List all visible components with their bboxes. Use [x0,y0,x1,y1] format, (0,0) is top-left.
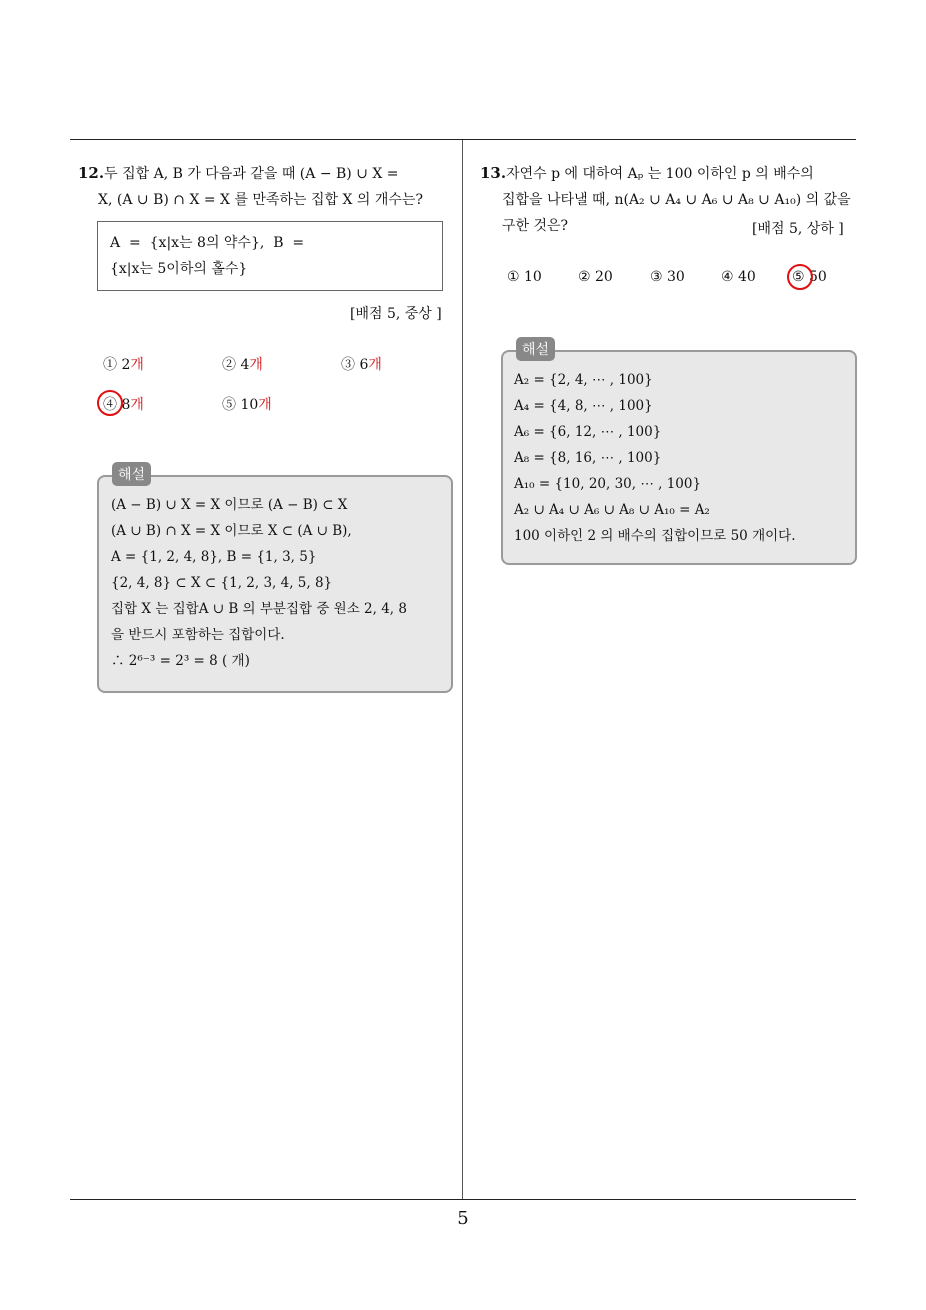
choice-number: ⑤ [792,269,805,285]
explanation-line: 을 반드시 포함하는 집합이다. [111,627,285,643]
choice-unit: 개 [249,357,263,373]
explanation-line: A₆ = {6, 12, ⋯ , 100} [514,424,662,440]
explanation-tag: 해설 [516,337,555,361]
choice-1[interactable] [103,354,144,374]
choice-unit: 개 [258,397,272,413]
choice-unit: 개 [130,397,144,413]
explanation-line: A₂ ∪ A₄ ∪ A₆ ∪ A₈ ∪ A₁₀ = A₂ [514,502,710,518]
choice-value: 8 [121,397,131,413]
choice-value: 4 [240,357,250,373]
selected-answer-circle [97,390,123,416]
choice-4[interactable] [721,269,756,285]
explanation-line: 100 이하인 2 의 배수의 집합이므로 50 개이다. [514,528,796,544]
choice-unit: 개 [368,357,382,373]
choice-2[interactable] [222,354,263,374]
choice-number: ① [103,357,117,373]
choice-5[interactable] [222,394,272,414]
explanation-tag: 해설 [112,462,151,486]
choice-number: ② [578,269,591,285]
explanation-line: (A ∪ B) ∩ X = X 이므로 X ⊂ (A ∪ B), [111,523,352,539]
selected-answer-circle [787,264,813,290]
column-divider [462,140,463,1200]
question-12 [78,160,456,213]
question-number: 13. [480,164,507,182]
choice-3[interactable] [650,269,685,285]
choice-value: 40 [738,269,756,285]
choice-unit: 개 [130,357,144,373]
explanation-text [111,492,407,674]
choice-3[interactable] [341,354,382,374]
choice-2[interactable] [578,269,613,285]
explanation-text [514,367,795,549]
explanation-line: 집합 X 는 집합A ∪ B 의 부분집합 중 원소 2, 4, 8 [111,601,407,617]
choice-value: 10 [240,397,259,413]
set-line: {x|x는 5이하의 홀수} [110,261,248,277]
choice-number: ③ [650,269,663,285]
explanation-line: A = {1, 2, 4, 8}, B = {1, 3, 5} [111,549,317,565]
choice-1[interactable] [507,269,542,285]
choice-number: ⑤ [222,397,236,413]
choice-value: 50 [809,269,827,285]
choice-number: ① [507,269,520,285]
question-text-line: 집합을 나타낼 때, n(A₂ ∪ A₄ ∪ A₆ ∪ A₈ ∪ A₁₀) 의 값을 [502,192,851,208]
choice-value: 20 [595,269,613,285]
explanation-line: A₁₀ = {10, 20, 30, ⋯ , 100} [514,476,702,492]
explanation-line: (A − B) ∪ X = X 이므로 (A − B) ⊂ X [111,497,348,513]
top-rule [70,139,856,140]
set-definition-box [97,221,443,291]
choice-value: 30 [667,269,685,285]
choice-number: ④ [103,397,117,413]
score-label: [배점 5, 중상 ] [350,306,442,322]
question-text-line: X, (A ∪ B) ∩ X = X 를 만족하는 집합 X 의 개수는? [98,192,423,208]
question-text-line: 두 집합 A, B 가 다음과 같을 때 (A − B) ∪ X = [104,166,399,182]
explanation-line: ∴ 2⁶⁻³ = 2³ = 8 ( 개) [111,653,250,669]
explanation-line: A₄ = {4, 8, ⋯ , 100} [514,398,653,414]
explanation-line: {2, 4, 8} ⊂ X ⊂ {1, 2, 3, 4, 5, 8} [111,575,333,591]
question-number: 12. [78,164,105,182]
question-text-line: 자연수 p 에 대하여 Aₚ 는 100 이하인 p 의 배수의 [506,166,814,182]
choice-value: 2 [121,357,131,373]
choice-number: ③ [341,357,355,373]
set-line: A = {x|x는 8의 약수}, B = [110,235,305,251]
choice-value: 10 [524,269,542,285]
choice-number: ② [222,357,236,373]
bottom-rule [70,1199,856,1200]
explanation-line: A₂ = {2, 4, ⋯ , 100} [514,372,653,388]
page-number: 5 [457,1208,469,1229]
question-text-line: 구한 것은? [502,218,569,234]
choice-value: 6 [359,357,369,373]
explanation-line: A₈ = {8, 16, ⋯ , 100} [514,450,662,466]
choice-number: ④ [721,269,734,285]
score-label: [배점 5, 상하 ] [752,221,844,237]
